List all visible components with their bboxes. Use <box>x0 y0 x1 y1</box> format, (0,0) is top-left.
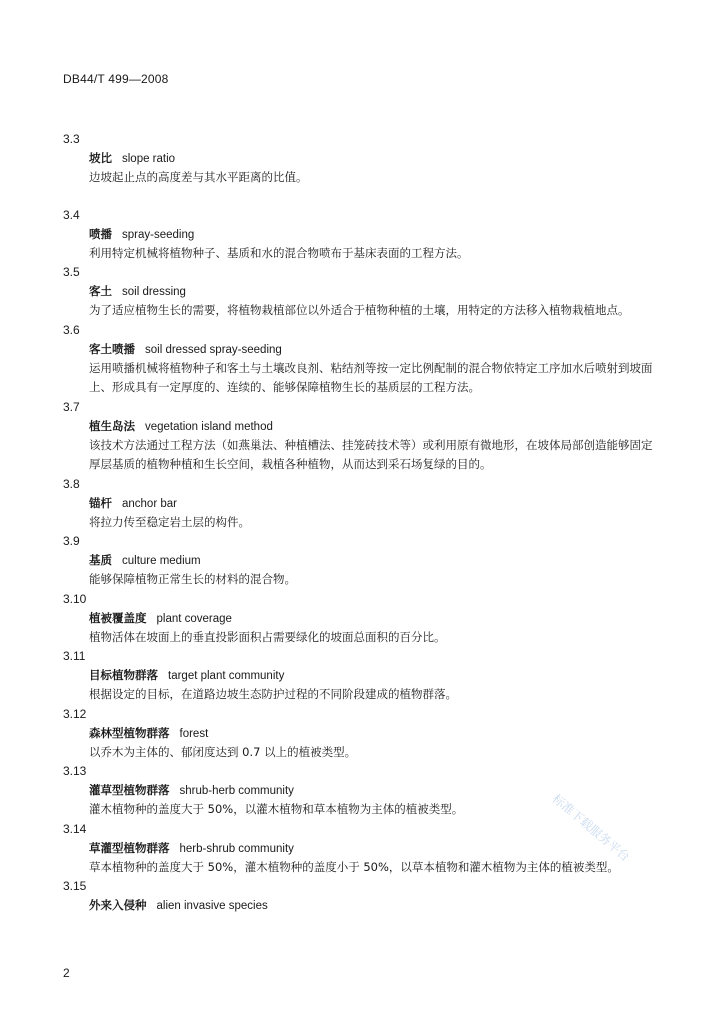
term-definition: 将拉力传至稳定岩土层的构件。 <box>89 514 250 529</box>
watermark-text: 标准下载服务平台 <box>549 791 633 864</box>
term-definition: 草本植物种的盖度大于 50%，灌木植物种的盖度小于 50%，以草本植物和灌木植物为主体的植被类型。 <box>89 859 619 874</box>
term-number: 3.15 <box>63 879 87 893</box>
term-number: 3.5 <box>63 265 80 279</box>
term-chinese: 灌草型植物群落 <box>89 783 170 797</box>
term-entry <box>63 263 663 321</box>
term-entry <box>63 820 663 878</box>
term-chinese: 客土喷播 <box>89 341 135 356</box>
term-entry <box>63 705 663 763</box>
term-entry <box>63 877 663 915</box>
term-chinese: 外来入侵种 <box>89 898 147 912</box>
term-english: culture medium <box>122 555 201 567</box>
term-number: 3.6 <box>63 322 80 337</box>
term-number: 3.12 <box>63 706 87 721</box>
terms-list <box>63 130 663 915</box>
document-code: DB44/T 499—2008 <box>63 72 169 86</box>
term-number: 3.11 <box>63 649 86 663</box>
term-heading <box>89 609 663 628</box>
term-chinese: 目标植物群落 <box>89 668 158 682</box>
term-heading <box>89 417 663 436</box>
term-definition: 运用喷播机械将植物种子和客土与土壤改良剂、粘结剂等按一定比例配制的混合物依特定工序加水后喷射到坡面上、形成具有一定厚度的、连续的、能够保障植物生长的基质层的工程方法。 <box>89 360 653 394</box>
term-number: 3.4 <box>63 207 80 222</box>
term-chinese: 植被覆盖度 <box>89 610 147 625</box>
term-definition: 灌木植物种的盖度大于 50%，以灌木植物和草本植物为主体的植被类型。 <box>89 802 464 816</box>
term-english: forest <box>179 727 209 740</box>
term-definition: 该技术方法通过工程方法（如燕巢法、种植槽法、挂笼砖技术等）或利用原有微地形，在坡体局部创造能够固定厚层基质的植物种植和生长空间，栽植各种植物，从而达到采石场复绿的目的。 <box>89 437 653 471</box>
term-chinese: 锚杆 <box>89 495 112 510</box>
term-heading <box>89 340 663 359</box>
term-entry <box>63 590 663 648</box>
term-english: slope ratio <box>122 153 176 165</box>
term-heading <box>89 282 663 301</box>
term-english: soil dressed spray-seeding <box>145 343 282 356</box>
term-number: 3.13 <box>63 764 87 778</box>
term-definition: 利用特定机械将植物种子、基质和水的混合物喷布于基床表面的工程方法。 <box>89 245 469 260</box>
term-number: 3.8 <box>63 476 80 491</box>
term-entry <box>63 206 663 264</box>
term-number: 3.3 <box>63 132 80 146</box>
term-heading <box>89 781 663 800</box>
term-entry <box>63 130 663 188</box>
term-chinese: 坡比 <box>89 151 112 165</box>
term-number: 3.9 <box>63 534 80 548</box>
term-heading <box>89 839 663 858</box>
term-english: target plant community <box>168 670 285 682</box>
term-english: soil dressing <box>122 286 186 298</box>
term-heading <box>89 551 663 570</box>
term-definition: 为了适应植物生长的需要，将植物栽植部位以外适合于植物种植的土壤，用特定的方法移入植物栽植地点。 <box>89 303 630 317</box>
term-definition: 以乔木为主体的、郁闭度达到 0.7 以上的植被类型。 <box>89 744 357 759</box>
term-number: 3.7 <box>63 399 80 414</box>
term-heading <box>89 494 663 513</box>
term-chinese: 基质 <box>89 553 112 567</box>
term-heading <box>89 666 663 685</box>
term-definition: 根据设定的目标，在道路边坡生态防护过程的不同阶段建成的植物群落。 <box>89 687 457 701</box>
page-number: 2 <box>63 966 70 980</box>
term-entry <box>63 647 663 705</box>
term-number: 3.10 <box>63 591 87 606</box>
term-heading <box>89 896 663 915</box>
term-entry <box>63 475 663 533</box>
term-definition: 植物活体在坡面上的垂直投影面积占需要绿化的坡面总面积的百分比。 <box>89 629 446 644</box>
term-number: 3.14 <box>63 821 87 836</box>
term-chinese: 客土 <box>89 284 112 298</box>
term-chinese: 植生岛法 <box>89 418 135 433</box>
term-definition: 边坡起止点的高度差与其水平距离的比值。 <box>89 170 308 184</box>
term-heading <box>89 724 663 743</box>
term-english: herb-shrub community <box>179 842 294 855</box>
term-entry <box>63 398 663 475</box>
term-entry <box>63 321 663 398</box>
term-heading <box>89 225 663 244</box>
term-entry <box>63 532 663 590</box>
term-chinese: 森林型植物群落 <box>89 725 170 740</box>
term-heading <box>89 149 663 168</box>
term-english: shrub-herb community <box>179 785 294 797</box>
term-english: plant coverage <box>156 612 232 625</box>
term-chinese: 喷播 <box>89 226 112 241</box>
term-chinese: 草灌型植物群落 <box>89 840 170 855</box>
term-english: spray-seeding <box>122 228 195 241</box>
term-definition: 能够保障植物正常生长的材料的混合物。 <box>89 572 296 586</box>
term-english: alien invasive species <box>156 900 268 912</box>
term-english: anchor bar <box>122 497 177 510</box>
term-english: vegetation island method <box>145 420 273 433</box>
